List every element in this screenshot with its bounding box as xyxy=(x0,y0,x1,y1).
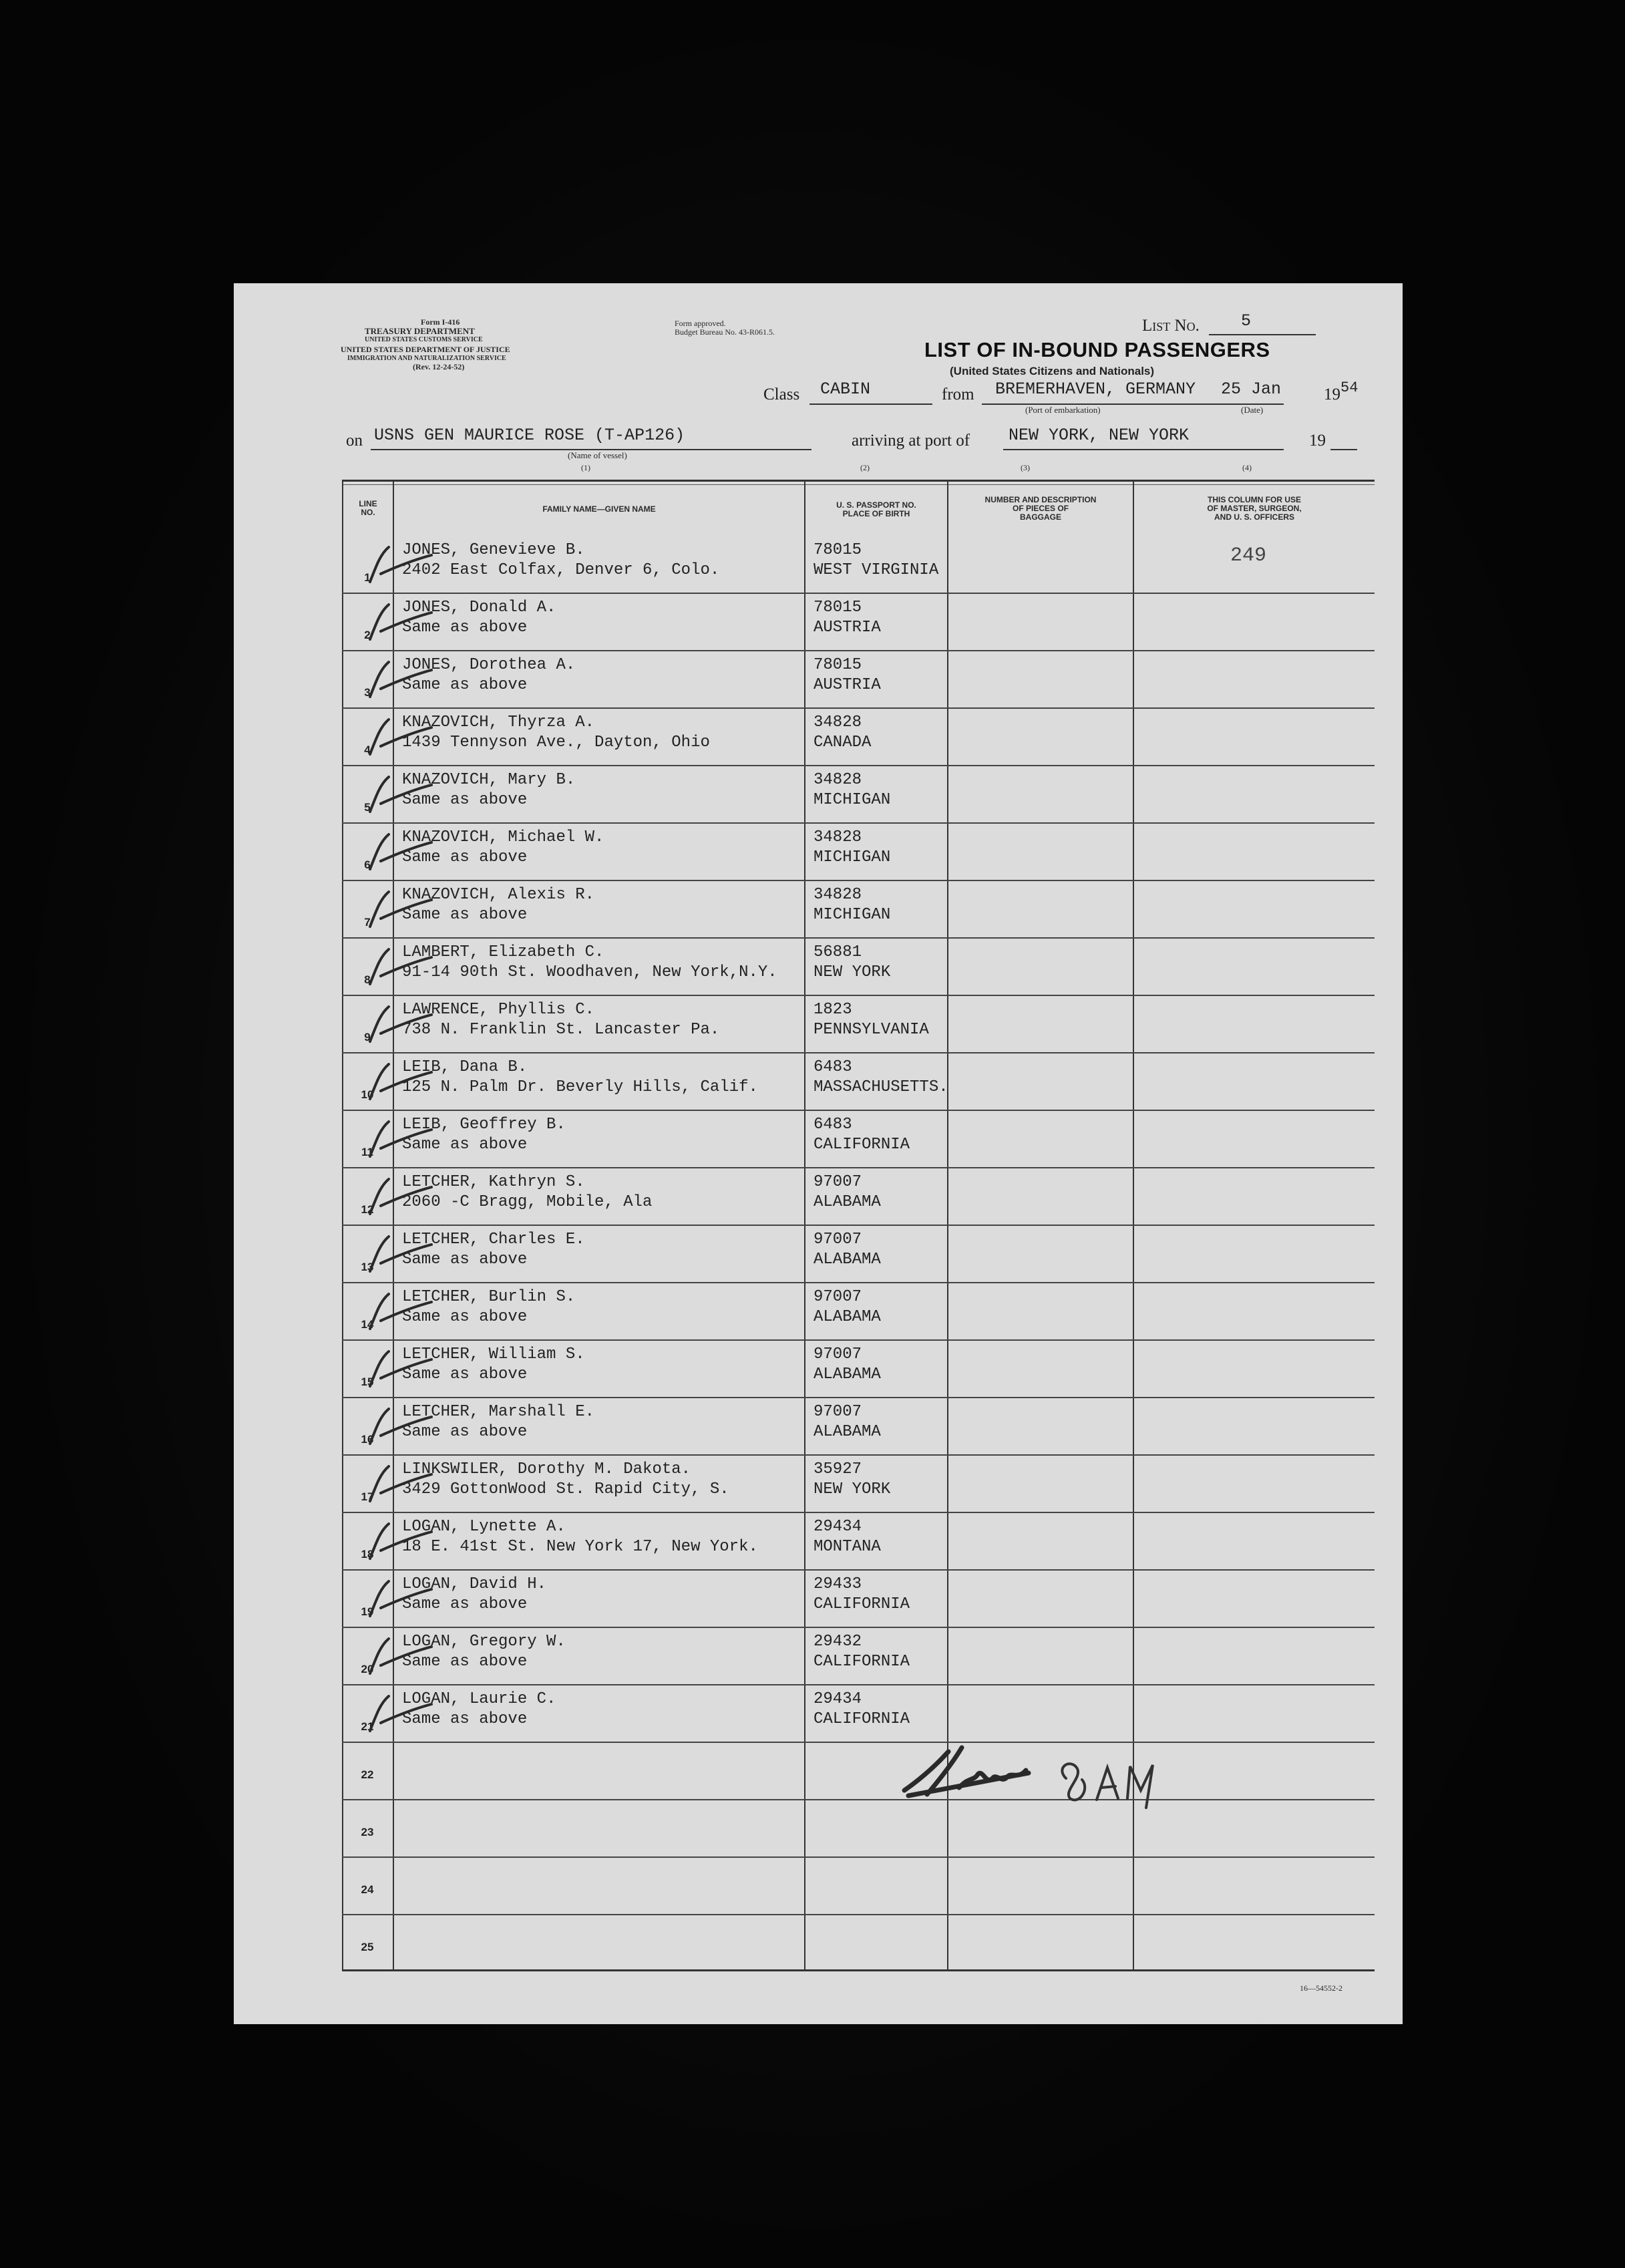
passport-number: 97007 xyxy=(814,1173,862,1191)
check-mark xyxy=(362,538,435,585)
from-label: from xyxy=(942,385,974,403)
table-row xyxy=(342,1856,1375,1914)
place-of-birth: CALIFORNIA xyxy=(814,1653,910,1671)
embarkation-date: 25 Jan xyxy=(1221,379,1282,399)
place-of-birth: PENNSYLVANIA xyxy=(814,1021,929,1039)
arrival-year-prefix: 19 xyxy=(1309,432,1326,450)
passenger-name: LOGAN, Gregory W. xyxy=(402,1633,566,1651)
passenger-name: LETCHER, Kathryn S. xyxy=(402,1173,585,1191)
check-mark xyxy=(362,653,435,699)
arriving-label: arriving at port of xyxy=(852,432,970,450)
form-subtitle: (United States Citizens and Nationals) xyxy=(950,365,1155,377)
passenger-address: Same as above xyxy=(402,848,528,866)
passenger-name: LOGAN, Laurie C. xyxy=(402,1690,556,1708)
col-header-passport: U. S. PASSPORT NO. PLACE OF BIRTH xyxy=(836,500,916,518)
table-row xyxy=(342,650,1375,707)
passenger-address: Same as above xyxy=(402,1423,528,1441)
port-of-embarkation: BREMERHAVEN, GERMANY xyxy=(995,379,1196,399)
passport-number: 1823 xyxy=(814,1001,852,1019)
passenger-address: 738 N. Franklin St. Lancaster Pa. xyxy=(402,1021,720,1039)
check-mark xyxy=(362,595,435,642)
passenger-address: Same as above xyxy=(402,1653,528,1671)
passenger-name: LETCHER, Charles E. xyxy=(402,1231,585,1249)
passport-number: 29434 xyxy=(814,1690,862,1708)
date-caption: (Date) xyxy=(1241,405,1264,415)
table-row xyxy=(342,995,1375,1052)
place-of-birth: NEW YORK xyxy=(814,963,891,981)
passenger-address: 2060 -C Bragg, Mobile, Ala xyxy=(402,1193,653,1211)
table-row xyxy=(342,1569,1375,1627)
line-number: 5 xyxy=(364,801,371,814)
table-row xyxy=(342,880,1375,937)
table-row xyxy=(342,1167,1375,1225)
line-number: 21 xyxy=(361,1720,374,1733)
col-header-line-no: LINE NO. xyxy=(359,499,377,517)
passenger-list-form xyxy=(234,283,1403,2024)
place-of-birth: WEST VIRGINIA xyxy=(814,561,939,579)
passport-number: 78015 xyxy=(814,599,862,617)
passport-number: 29434 xyxy=(814,1518,862,1536)
check-mark xyxy=(362,1457,435,1504)
table-row xyxy=(342,1397,1375,1454)
passenger-address: Same as above xyxy=(402,1308,528,1326)
place-of-birth: NEW YORK xyxy=(814,1480,891,1498)
passport-number: 56881 xyxy=(814,943,862,961)
passport-number: 97007 xyxy=(814,1403,862,1421)
passenger-name: LEIB, Dana B. xyxy=(402,1058,528,1076)
budget-bureau: Budget Bureau No. 43-R061.5. xyxy=(675,327,775,337)
line-number: 14 xyxy=(361,1318,374,1331)
line-number: 15 xyxy=(361,1375,374,1388)
passenger-name: JONES, Genevieve B. xyxy=(402,541,585,559)
col-header-baggage: NUMBER AND DESCRIPTION OF PIECES OF BAGGAGE xyxy=(984,495,1097,522)
year-prefix: 1954 xyxy=(1324,379,1359,403)
col-header-officers: THIS COLUMN FOR USE OF MASTER, SURGEON, AND U. S. OFFICERS xyxy=(1207,495,1302,522)
year-suffix: 54 xyxy=(1340,379,1359,396)
passenger-address: Same as above xyxy=(402,1365,528,1384)
revision-date: (Rev. 12-24-52) xyxy=(413,362,465,371)
passenger-address: Same as above xyxy=(402,1251,528,1269)
passenger-address: 3429 GottonWood St. Rapid City, S. xyxy=(402,1480,729,1498)
passport-number: 97007 xyxy=(814,1231,862,1249)
place-of-birth: MICHIGAN xyxy=(814,791,891,809)
form-number: Form I-416 xyxy=(421,317,460,327)
line-number: 4 xyxy=(364,744,371,756)
col-num-4: (4) xyxy=(1242,463,1252,472)
col-num-3: (3) xyxy=(1021,463,1030,472)
line-number: 1 xyxy=(364,571,371,584)
passport-number: 6483 xyxy=(814,1058,852,1076)
col-header-name: FAMILY NAME—GIVEN NAME xyxy=(542,504,656,514)
place-of-birth: MICHIGAN xyxy=(814,848,891,866)
line-number: 6 xyxy=(364,858,371,871)
table-row xyxy=(342,1799,1375,1856)
table-row xyxy=(342,1225,1375,1282)
line-number: 8 xyxy=(364,973,371,986)
officer-number: 249 xyxy=(1230,544,1267,567)
arrival-port: NEW YORK, NEW YORK xyxy=(1009,426,1190,445)
passenger-name: LEIB, Geoffrey B. xyxy=(402,1116,566,1134)
line-number: 18 xyxy=(361,1548,374,1561)
line-number: 10 xyxy=(361,1088,374,1101)
vessel-caption: (Name of vessel) xyxy=(568,450,627,460)
passport-number: 34828 xyxy=(814,771,862,789)
check-mark xyxy=(362,1227,435,1274)
col-num-2: (2) xyxy=(860,463,870,472)
vessel-name: USNS GEN MAURICE ROSE (T-AP126) xyxy=(374,426,685,445)
handwritten-initials-signature xyxy=(895,1738,1182,1812)
passport-number: 34828 xyxy=(814,886,862,904)
passenger-name: LOGAN, David H. xyxy=(402,1575,547,1593)
line-number: 25 xyxy=(361,1941,374,1953)
passenger-name: LETCHER, Burlin S. xyxy=(402,1288,576,1306)
dept-justice-sub: IMMIGRATION AND NATURALIZATION SERVICE xyxy=(347,355,506,362)
dept-treasury-sub: UNITED STATES CUSTOMS SERVICE xyxy=(365,336,483,343)
dept-treasury: TREASURY DEPARTMENT xyxy=(365,326,475,336)
check-mark xyxy=(362,1170,435,1217)
table-row xyxy=(342,1512,1375,1569)
place-of-birth: ALABAMA xyxy=(814,1308,881,1326)
port-caption: (Port of embarkation) xyxy=(1025,405,1101,415)
footer-code: 16—54552-2 xyxy=(1300,1983,1342,1993)
check-mark xyxy=(362,1514,435,1561)
passenger-name: LETCHER, William S. xyxy=(402,1345,585,1363)
place-of-birth: ALABAMA xyxy=(814,1423,881,1441)
place-of-birth: MASSACHUSETTS. xyxy=(814,1078,948,1096)
place-of-birth: ALABAMA xyxy=(814,1365,881,1384)
check-mark xyxy=(362,1112,435,1159)
table-row xyxy=(342,1454,1375,1512)
passenger-name: LAMBERT, Elizabeth C. xyxy=(402,943,604,961)
line-number: 20 xyxy=(361,1663,374,1675)
passport-number: 35927 xyxy=(814,1460,862,1478)
on-label: on xyxy=(346,432,363,450)
table-row xyxy=(342,822,1375,880)
passport-number: 34828 xyxy=(814,828,862,846)
passport-number: 78015 xyxy=(814,656,862,674)
table-row xyxy=(342,1914,1375,1971)
check-mark xyxy=(362,1629,435,1676)
place-of-birth: CANADA xyxy=(814,734,872,752)
list-no-label: List No. xyxy=(1142,317,1200,335)
table-row xyxy=(342,765,1375,822)
passenger-table xyxy=(342,480,1375,1971)
passenger-address: Same as above xyxy=(402,1136,528,1154)
passport-number: 29433 xyxy=(814,1575,862,1593)
table-row xyxy=(342,1339,1375,1397)
passenger-address: Same as above xyxy=(402,676,528,694)
place-of-birth: ALABAMA xyxy=(814,1193,881,1211)
table-row xyxy=(342,1052,1375,1110)
list-no-value: 5 xyxy=(1241,311,1252,331)
passport-number: 97007 xyxy=(814,1288,862,1306)
line-number: 23 xyxy=(361,1826,374,1838)
passenger-address: 1439 Tennyson Ave., Dayton, Ohio xyxy=(402,734,710,752)
check-mark xyxy=(362,940,435,987)
check-mark xyxy=(362,1342,435,1389)
passenger-address: 2402 East Colfax, Denver 6, Colo. xyxy=(402,561,720,579)
form-approved: Form approved. xyxy=(675,319,726,328)
table-row xyxy=(342,535,1375,593)
passenger-name: KNAZOVICH, Alexis R. xyxy=(402,886,595,904)
passenger-address: Same as above xyxy=(402,1595,528,1613)
check-mark xyxy=(362,882,435,929)
col-num-1: (1) xyxy=(581,463,590,472)
passenger-name: LOGAN, Lynette A. xyxy=(402,1518,566,1536)
check-mark xyxy=(362,1400,435,1446)
check-mark xyxy=(362,1687,435,1734)
passport-number: 34828 xyxy=(814,713,862,732)
passenger-address: 18 E. 41st St. New York 17, New York. xyxy=(402,1538,758,1556)
place-of-birth: CALIFORNIA xyxy=(814,1595,910,1613)
place-of-birth: CALIFORNIA xyxy=(814,1136,910,1154)
passenger-name: LAWRENCE, Phyllis C. xyxy=(402,1001,595,1019)
place-of-birth: MONTANA xyxy=(814,1538,881,1556)
passenger-address: Same as above xyxy=(402,906,528,924)
check-mark xyxy=(362,1285,435,1331)
line-number: 24 xyxy=(361,1883,374,1896)
line-number: 11 xyxy=(361,1146,373,1158)
table-row xyxy=(342,1742,1375,1799)
line-number: 9 xyxy=(364,1031,371,1043)
class-value: CABIN xyxy=(820,379,871,399)
check-mark xyxy=(362,710,435,757)
passenger-name: LINKSWILER, Dorothy M. Dakota. xyxy=(402,1460,691,1478)
line-number: 3 xyxy=(364,686,371,699)
passenger-name: KNAZOVICH, Mary B. xyxy=(402,771,576,789)
table-row xyxy=(342,593,1375,650)
place-of-birth: CALIFORNIA xyxy=(814,1710,910,1728)
place-of-birth: AUSTRIA xyxy=(814,619,881,637)
check-mark xyxy=(362,825,435,872)
passport-number: 29432 xyxy=(814,1633,862,1651)
line-number: 22 xyxy=(361,1768,374,1781)
line-number: 2 xyxy=(364,629,371,641)
place-of-birth: ALABAMA xyxy=(814,1251,881,1269)
form-title: LIST OF IN-BOUND PASSENGERS xyxy=(924,338,1270,361)
table-row xyxy=(342,937,1375,995)
passenger-address: Same as above xyxy=(402,619,528,637)
table-row xyxy=(342,707,1375,765)
place-of-birth: MICHIGAN xyxy=(814,906,891,924)
passport-number: 78015 xyxy=(814,541,862,559)
passenger-address: Same as above xyxy=(402,791,528,809)
passenger-address: 91-14 90th St. Woodhaven, New York,N.Y. xyxy=(402,963,777,981)
check-mark xyxy=(362,768,435,814)
line-number: 7 xyxy=(364,916,371,929)
passport-number: 97007 xyxy=(814,1345,862,1363)
passport-number: 6483 xyxy=(814,1116,852,1134)
table-row xyxy=(342,1110,1375,1167)
passenger-address: 125 N. Palm Dr. Beverly Hills, Calif. xyxy=(402,1078,758,1096)
table-row xyxy=(342,1627,1375,1684)
line-number: 13 xyxy=(361,1261,374,1273)
line-number: 12 xyxy=(361,1203,374,1216)
passenger-name: LETCHER, Marshall E. xyxy=(402,1403,595,1421)
table-row xyxy=(342,1282,1375,1339)
check-mark xyxy=(362,997,435,1044)
class-label: Class xyxy=(763,385,800,403)
dept-justice: UNITED STATES DEPARTMENT OF JUSTICE xyxy=(341,345,510,354)
line-number: 17 xyxy=(361,1490,374,1503)
line-number: 16 xyxy=(361,1433,374,1446)
passenger-name: JONES, Dorothea A. xyxy=(402,656,576,674)
place-of-birth: AUSTRIA xyxy=(814,676,881,694)
line-number: 19 xyxy=(361,1605,374,1618)
passenger-address: Same as above xyxy=(402,1710,528,1728)
passenger-name: JONES, Donald A. xyxy=(402,599,556,617)
passenger-name: KNAZOVICH, Thyrza A. xyxy=(402,713,595,732)
table-row xyxy=(342,1684,1375,1742)
check-mark xyxy=(362,1055,435,1102)
passenger-name: KNAZOVICH, Michael W. xyxy=(402,828,604,846)
check-mark xyxy=(362,1572,435,1619)
